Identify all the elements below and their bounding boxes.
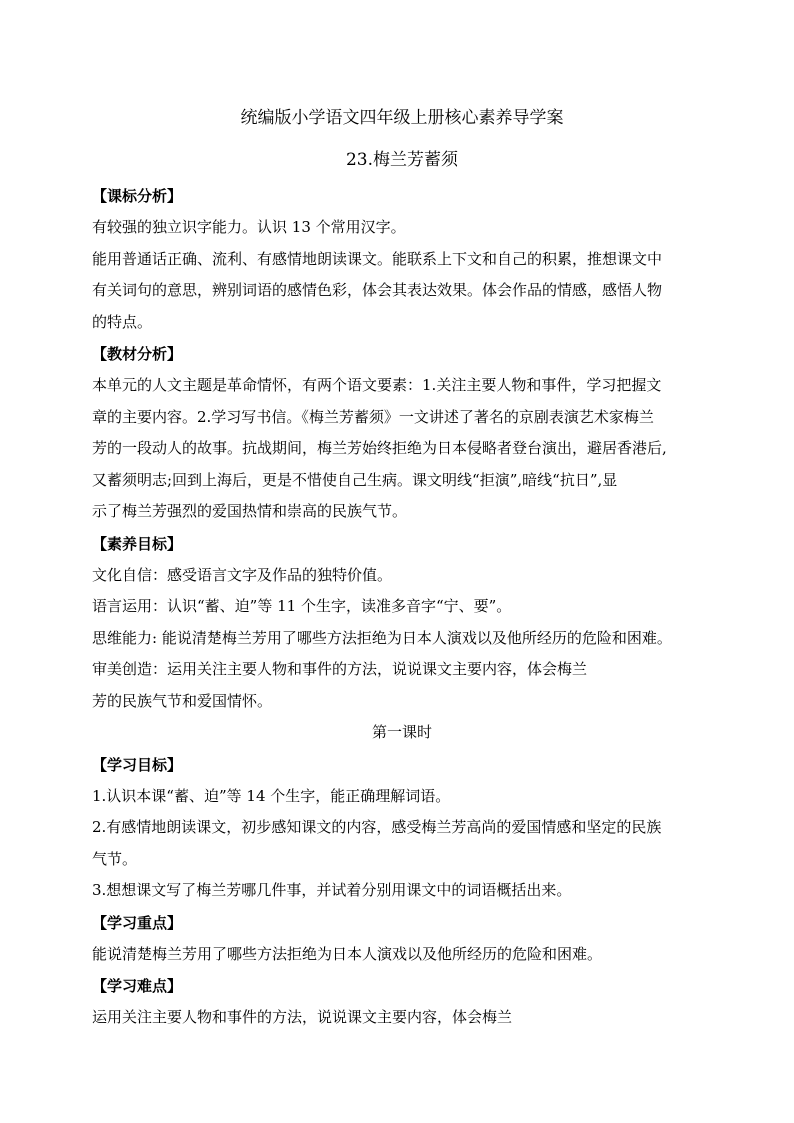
section-heading-zhongdian: 【学习重点】 <box>92 913 183 932</box>
section-heading-nandian: 【学习难点】 <box>92 977 183 995</box>
paragraph-line: 又蓄须明志;回到上海后，更是不惜使自己生病。课文明线“拒演”,暗线“抗日”,显 <box>92 470 618 489</box>
paragraph-line: 语言运用：认识“蓄、迫”等 11 个生字，读准多音字“宁、要”。 <box>92 597 512 615</box>
paragraph-line: 2.有感情地朗读课文，初步感知课文的内容，感受梅兰芳高尚的爱国情感和坚定的民族 <box>92 818 662 836</box>
section-heading-kebiao: 【课标分析】 <box>92 187 183 205</box>
paragraph-line: 章的主要内容。2.学习写书信。《梅兰芳蓄须》一文讲述了著名的京剧表演艺术家梅兰 <box>92 407 654 426</box>
paragraph-line: 的特点。 <box>92 312 153 331</box>
paragraph-line: 3.想想课文写了梅兰芳哪几件事，并试着分别用课文中的词语概括出来。 <box>92 881 572 899</box>
paragraph-line: 思维能力: 能说清楚梅兰芳用了哪些方法拒绝为日本人演戏以及他所经历的危险和困难。 <box>92 628 672 647</box>
paragraph-line: 有关词句的意思，辨别词语的感情色彩，体会其表达效果。体会作品的情感，感悟人物 <box>92 281 663 299</box>
paragraph-line: 能说清楚梅兰芳用了哪些方法拒绝为日本人演戏以及他所经历的危险和困难。 <box>92 944 603 963</box>
paragraph-line: 有较强的独立识字能力。认识 13 个常用汉字。 <box>92 218 406 236</box>
paragraph-line: 芳的民族气节和爱国情怀。 <box>92 691 273 710</box>
document-title: 统编版小学语文四年级上册核心素养导学案 <box>240 108 564 128</box>
paragraph-line: 本单元的人文主题是革命情怀，有两个语文要素：1.关注主要人物和事件，学习把握文 <box>92 376 662 394</box>
paragraph-line: 能用普通话正确、流利、有感情地朗读课文。能联系上下文和自己的积累，推想课文中 <box>92 249 663 268</box>
section-heading-jiaocai: 【教材分析】 <box>92 345 183 363</box>
paragraph-line: 审美创造：运用关注主要人物和事件的方法，说说课文主要内容，体会梅兰 <box>92 660 588 678</box>
paragraph-line: 1.认识本课“蓄、迫”等 14 个生字，能正确理解词语。 <box>92 786 451 805</box>
paragraph-line: 芳的一段动人的故事。抗战期间，梅兰芳始终拒绝为日本侵略者登台演出，避居香港后, <box>92 439 667 457</box>
document-page <box>92 104 712 1034</box>
paragraph-line: 文化自信：感受语言文字及作品的独特价值。 <box>92 565 393 584</box>
section-heading-mubiao: 【学习目标】 <box>92 755 183 774</box>
section-heading-suyang: 【素养目标】 <box>92 534 183 553</box>
paragraph-line: 运用关注主要人物和事件的方法，说说课文主要内容，体会梅兰 <box>92 1008 513 1026</box>
paragraph-line: 气节。 <box>92 849 138 868</box>
paragraph-line: 示了梅兰芳强烈的爱国热情和崇高的民族气节。 <box>92 502 408 520</box>
lesson-period-heading: 第一课时 <box>371 723 432 741</box>
lesson-title: 23.梅兰芳蓄须 <box>345 150 459 170</box>
